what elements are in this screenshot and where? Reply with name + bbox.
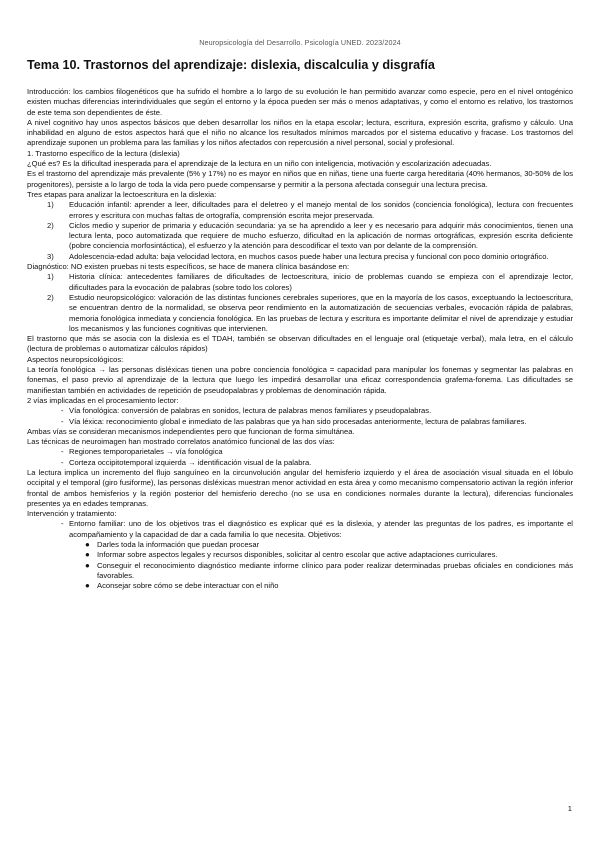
paragraph-neuropsych-aspects: Aspectos neuropsicológicos: <box>27 354 124 364</box>
list-item <box>27 200 573 221</box>
paragraph-reading-blood-flow: La lectura implica un incremento del flujo sanguíneo en la circunvolución angular del hemisferio izquierdo y el área de asociación visual situada en el lóbulo occipital y el temporal (giro fusiforme), las personas disléxicas muestran menor actividad en esta área y como mecanismo compensatorio activan la región inferior frontal de ambos hemisferios y la región posterior del hemisferio derecho (no se usa en condiciones normales durante la lectura), diferencias funcionales presentes ya en edades tempranas. <box>27 467 573 508</box>
list-item-text: Vía fonológica: conversión de palabras en sonidos, lectura de palabras menos familiares y pseudopalabras. <box>69 406 432 416</box>
list-item <box>27 447 573 457</box>
list-item <box>27 561 573 582</box>
list-item-text: Adolescencia-edad adulta: baja velocidad lectora, en muchos casos puede haber una lectura precisa y funcional con poco dominio ortográfico. <box>69 251 549 261</box>
paragraph-introduction: Introducción: los cambios filogenéticos que ha sufrido el hombre a lo largo de su evolución le han permitido avanzar como especie, pero en el nivel ontogénico existen muchas diferencias interindividuales que según el entorno y la época pueden ser más o menos adaptativas, y como el entorno es relativo, los trastornos de este tema son dependientes de éste. <box>27 87 573 117</box>
running-header: Neuropsicología del Desarrollo. Psicología UNED. 2023/2024 <box>199 38 401 47</box>
page-number: 1 <box>567 804 572 813</box>
list-item-text: Ciclos medio y superior de primaria y educación secundaria: ya se ha aprendido a leer y es necesario para adquirir más conocimientos, tienen una lectura lenta, poco automatizada que requiere de mucho esfuerzo, dificultad en la aplicación de normas ortográficas, expresión escrita deficiente (pobre conciencia morfosintáctica), el esfuerzo y la atención para descodificar el texto van por delante de la comprensión. <box>69 220 573 251</box>
list-item-text: Historia clínica: antecedentes familiares de dificultades de lectoescritura, inicio de problemas cuando se empieza con el aprendizaje lector, dificultades para la evocación de palabras (sobre todo los colores) <box>69 272 573 292</box>
paragraph-phonological-theory: La teoría fonológica → las personas disléxicas tienen una pobre conciencia fonológica = capacidad para manipular los fonemas y segmentar las palabras en fonemas, el paso previo al aprendizaje de la lectura que luego les impedirá desarrollar una eficaz correspondencia grafema-fonema. Las dificultades se manifiestan también en actividades de repetición de pseudopalabras y problemas de denominación rápida. <box>27 365 573 395</box>
bullet-icon: ● <box>85 581 90 591</box>
list-number: 3) <box>47 251 54 261</box>
list-item <box>27 252 573 262</box>
list-item-text: Aconsejar sobre cómo se debe interactuar con el niño <box>97 581 279 591</box>
list-dash: - <box>61 406 64 416</box>
list-item <box>27 550 573 560</box>
list-dash: - <box>61 416 64 426</box>
paragraph-prevalence: Es el trastorno del aprendizaje más prevalente (5% y 17%) no es mayor en niños que en niñas, tiene una fuerte carga hereditaria (40% hermanos, 30-50% de los progenitores), persiste a lo largo de toda la vida pero puede compensarse y permitir a la persona afectada conseguir una lectura precisa. <box>27 169 573 189</box>
bullet-icon: ● <box>85 550 90 560</box>
paragraph-cognitive-level: A nivel cognitivo hay unos aspectos básicos que deben desarrollar los niños en la etapa escolar; lectura, escritura, expresión escrita, grafismo y cálculo. Una inhabilidad en alguno de estos aspectos hará que el niño no alcance los resultados mínimos marcados por el sistema educativo y fracase. Los trastornos del aprendizaje suponen un problema para las familias y los niños afectados con repercusión a nivel personal, social y profesional. <box>27 117 573 148</box>
paragraph-neuroimaging: Las técnicas de neuroimagen han mostrado correlatos anatómico funcional de las dos vías: <box>27 437 335 447</box>
list-item-text: Darles toda la información que puedan procesar <box>97 540 260 550</box>
paragraph-two-routes: 2 vías implicadas en el procesamiento lector: <box>27 395 179 405</box>
bullet-icon: ● <box>85 540 90 550</box>
list-number: 1) <box>47 272 54 282</box>
diagnosis-list <box>27 272 573 334</box>
list-item-text: Corteza occipitotemporal izquierda → identificación visual de la palabra. <box>69 457 312 467</box>
paragraph-three-stages: Tres etapas para analizar la lectoescritura en la dislexia: <box>27 189 217 199</box>
list-number: 2) <box>47 220 54 230</box>
section-heading-dyslexia: 1. Trastorno específico de la lectura (dislexia) <box>27 148 180 158</box>
paragraph-what-is: ¿Qué es? Es la dificultad inesperada para el aprendizaje de la lectura en un niño con inteligencia, motivación y escolarización adecuadas. <box>27 159 492 169</box>
bullet-icon: ● <box>85 560 90 570</box>
list-item-text: Estudio neuropsicológico: valoración de las distintas funciones cerebrales superiores, que en la mayoría de los casos, exceptuando la lectoescritura, se encuentran dentro de la normalidad, se observa peor rendimiento en la automatización de secuencias verbales, evocación rápida de palabras, memoria fonológica inmediata y conciencia fonológica. En las pruebas de lectura y escritura es importante delimitar el nivel de aprendizaje y estudiar los mecanismos y las funciones cognitivas que intervienen. <box>69 292 573 333</box>
list-item-text: Informar sobre aspectos legales y recursos disponibles, solicitar al centro escolar que active adaptaciones curriculares. <box>97 550 498 560</box>
list-item <box>27 540 573 550</box>
stages-list <box>27 200 573 262</box>
list-item-text: Regiones temporoparietales → vía fonológica <box>69 447 223 457</box>
regions-list <box>27 447 573 468</box>
list-item-text: Entorno familiar: uno de los objetivos tras el diagnóstico es explicar qué es la dislexia, y atender las preguntas de los padres, es importante el acompañamiento y la capacidad de dar a cada familia lo que necesita. Objetivos: <box>69 519 573 539</box>
objectives-list <box>27 540 573 591</box>
list-item <box>27 519 573 540</box>
list-dash: - <box>61 457 64 467</box>
page-title: Tema 10. Trastornos del aprendizaje: dislexia, discalculia y disgrafía <box>27 58 435 72</box>
document-body <box>27 87 573 592</box>
paragraph-tdah: El trastorno que más se asocia con la dislexia es el TDAH, también se observan dificultades en el lenguaje oral (etiquetaje verbal), mala letra, en el cálculo (lectura de problemas o automatizar cálculos rápidos) <box>27 334 573 354</box>
list-item <box>27 581 573 591</box>
paragraph-intervention: Intervención y tratamiento: <box>27 509 117 519</box>
list-item <box>27 293 573 334</box>
list-number: 2) <box>47 292 54 302</box>
routes-list <box>27 406 573 427</box>
list-dash: - <box>61 447 64 457</box>
list-item <box>27 417 573 427</box>
intervention-list <box>27 519 573 540</box>
paragraph-both-routes: Ambas vías se consideran mecanismos independientes pero que funcionan de forma simultánea. <box>27 426 355 436</box>
list-item-text: Vía léxica: reconocimiento global e inmediato de las palabras que ya han sido procesadas anteriormente, lectura de palabras familiares. <box>69 416 527 426</box>
list-number: 1) <box>47 200 54 210</box>
list-item-text: Educación infantil: aprender a leer, dificultades para el deletreo y el manejo mental de los sonidos (conciencia fonológica), lectura con frecuentes errores y escritura con muchas faltas de ortografía, comprensión escrita mejor preservada. <box>69 200 573 220</box>
list-item <box>27 221 573 252</box>
list-item-text: Conseguir el reconocimiento diagnóstico mediante informe clínico para poder realizar determinadas pruebas oficiales en condiciones más favorables. <box>97 560 573 580</box>
list-item <box>27 406 573 416</box>
list-dash: - <box>61 519 64 529</box>
list-item <box>27 458 573 468</box>
list-item <box>27 272 573 293</box>
paragraph-diagnosis: Diagnóstico: NO existen pruebas ni tests específicos, se hace de manera clínica basándose en: <box>27 262 350 272</box>
